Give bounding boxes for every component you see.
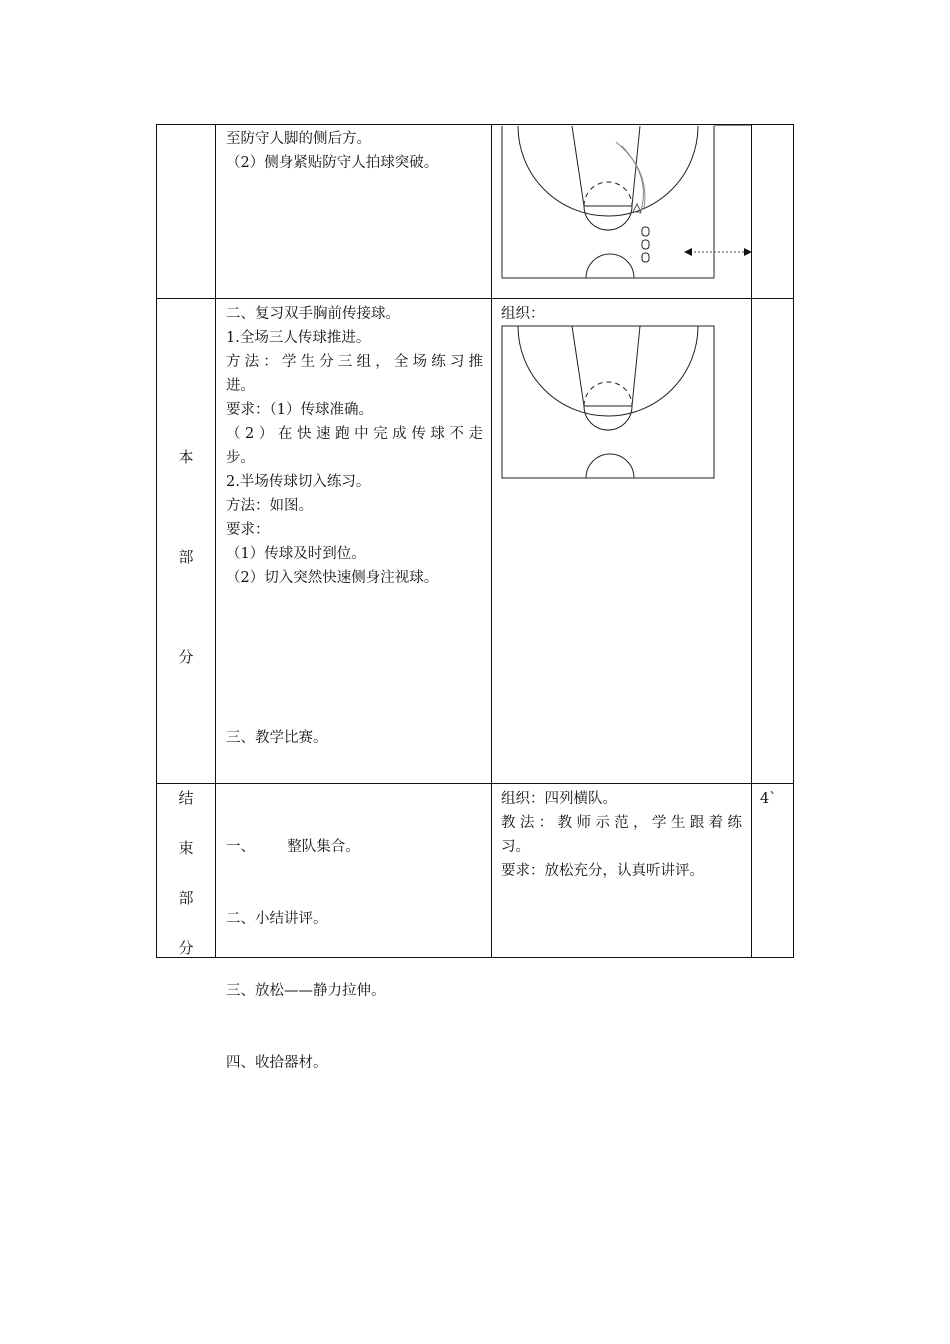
row2-line: 要求：	[226, 522, 270, 538]
player-marker-2	[642, 240, 649, 249]
section-label-char: 分	[178, 939, 194, 957]
row2-line: （2）切入突然快速侧身注视球。	[226, 570, 439, 586]
row2-line: 要求：（1）传球准确。	[226, 402, 373, 418]
three-point-arc	[518, 126, 698, 216]
arrow-head-left	[684, 248, 692, 256]
row3-org-line: 要求：放松充分，认真听讲评。	[501, 863, 704, 879]
row-divider-2	[156, 783, 794, 784]
free-throw-circle-lower	[584, 406, 632, 430]
free-throw-circle-upper	[584, 182, 632, 206]
key-left-line	[572, 326, 584, 406]
key-right-line	[632, 326, 640, 406]
row1-court-diagram	[498, 124, 758, 294]
player-marker-1	[642, 227, 649, 236]
row2-content-end: 三、教学比赛。	[226, 730, 328, 746]
row2-line: （2）在快速跑中完成传球不走	[226, 426, 483, 442]
row-divider-1	[156, 298, 794, 299]
row2-line: 步。	[226, 450, 255, 466]
section-label-end	[157, 787, 215, 958]
row2-line: 2.半场传球切入练习。	[226, 474, 371, 490]
row3-org-line: 组织：四列横队。	[501, 791, 617, 807]
row2-content	[226, 302, 484, 590]
row2-line: 二、复习双手胸前传接球。	[226, 306, 400, 322]
three-point-arc	[518, 326, 698, 416]
center-circle-arc	[586, 454, 634, 478]
row3-content	[226, 787, 386, 1123]
row3-line: 四、收拾器材。	[226, 1055, 328, 1071]
section-label-char: 部	[178, 548, 194, 566]
section-label-char: 分	[178, 648, 194, 666]
arrow-head-right	[744, 248, 752, 256]
row2-line: 方法：如图。	[226, 498, 313, 514]
row3-org-line: 教法：教师示范，学生跟着练	[501, 815, 742, 831]
section-label-char: 结	[178, 789, 194, 807]
column-divider-1	[215, 124, 216, 958]
row1-line: 至防守人脚的侧后方。	[226, 131, 371, 147]
row3-line: 一、 整队集合。	[226, 839, 360, 855]
section-label-char: 部	[178, 889, 194, 907]
key-left-line	[572, 126, 584, 206]
section-label-char: 束	[178, 839, 194, 857]
row1-line: （2）侧身紧贴防守人拍球突破。	[226, 155, 439, 171]
row3-org-line: 习。	[501, 839, 530, 855]
court-outline	[502, 326, 714, 478]
row2-line: 方法：学生分三组，全场练习推	[226, 354, 483, 370]
section-label-main	[157, 446, 215, 667]
row3-line: 三、放松——静力拉伸。	[226, 983, 386, 999]
row2-line: 进。	[226, 378, 255, 394]
free-throw-circle-lower	[584, 206, 632, 230]
row3-time: 4`	[760, 791, 777, 807]
row2-line: 1.全场三人传球推进。	[226, 330, 371, 346]
section-label-char: 本	[178, 448, 194, 466]
row3-line: 二、小结讲评。	[226, 911, 328, 927]
table-right-border	[793, 124, 794, 958]
free-throw-circle-upper	[584, 382, 632, 406]
row1-content	[226, 127, 438, 175]
center-circle-arc	[586, 254, 634, 278]
column-divider-2	[491, 124, 492, 958]
row3-org	[501, 787, 742, 883]
player-marker-3	[642, 253, 649, 262]
row2-line: （1）传球及时到位。	[226, 546, 366, 562]
row2-court-diagram	[498, 324, 718, 484]
row2-org-label: 组织：	[501, 306, 545, 322]
